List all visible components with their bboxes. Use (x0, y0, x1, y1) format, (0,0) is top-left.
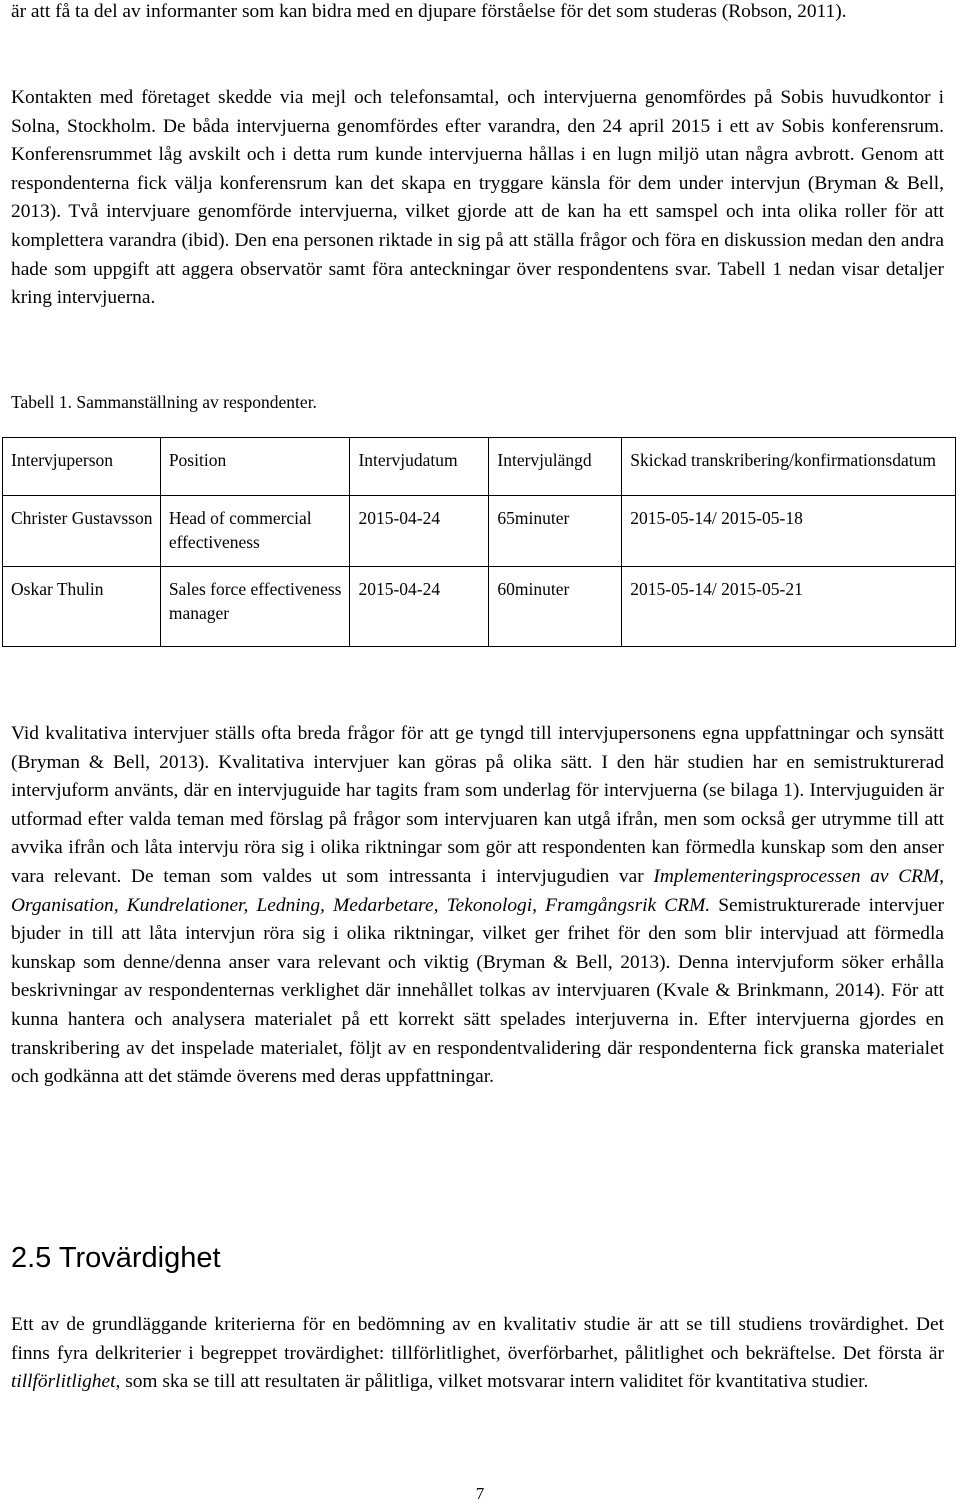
paragraph-text: Ett av de grundläggande kriterierna för en bedömning av en kvalitativ studie är att se till studiens trovärdighet. Det finns fyra delkriterier i begreppet trovärdighet: tillförlitlighet, överförbarhet, pålitlighet och bekräftelse. Det första är (11, 1314, 944, 1364)
paragraph-intro: är att få ta del av informanter som kan bidra med en djupare förståelse för det som studeras (Robson, 2011). (11, 1, 847, 22)
table-cell: Christer Gustavsson (3, 496, 161, 567)
respondents-table (2, 437, 956, 647)
paragraph-contact: Kontakten med företaget skedde via mejl och telefonsamtal, och intervjuerna genomfördes på Sobis huvudkontor i Solna, Stockholm. De båda intervjuerna genomfördes efter varandra, den 24 april 2015 i ett av Sobis konferensrum. Konferensrummet låg avskilt och i detta rum kunde intervjuerna hållas i en lugn miljö utan några avbrott. Genom att respondenterna fick välja konferensrum kan det skapa en tryggare känsla för dem under intervjun (Bryman & Bell, 2013). Två intervjuare genomförde intervjuerna, vilket gjorde att de kan ha ett samspel och inta olika roller för att komplettera varandra (ibid). Den ena personen riktade in sig på att ställa frågor och föra en diskussion medan den andra hade som uppgift att aggera observatör samt föra anteckningar över respondentens svar. Tabell 1 nedan visar detaljer kring intervjuerna. (11, 87, 944, 309)
table-header-row (3, 438, 956, 496)
table-cell: 60minuter (489, 567, 622, 647)
header-cell: Skickad transkribering/konfirmationsdatum (622, 438, 956, 496)
header-cell: Position (160, 438, 350, 496)
paragraph-trustworthiness (11, 1311, 944, 1397)
term-italic-text: tillförlitlighet (11, 1371, 116, 1393)
table-cell: Head of commercial effectiveness (160, 496, 350, 567)
header-cell: Intervjulängd (489, 438, 622, 496)
table-cell: 2015-04-24 (350, 567, 489, 647)
paragraph-text: Vid kvalitativa intervjuer ställs ofta breda frågor för att ge tyngd till intervjupersonens egna uppfattningar och synsätt (Bryman & Bell, 2013). Kvalitativa intervjuer kan göras på olika sätt. I den här studien har en semistrukturerad intervjuform använts, där en intervjuguide har tagits fram som underlag för intervjuerna (se bilaga 1). Intervjuguiden är utformad efter valda teman med förslag på frågor som intervjuaren kan utgå ifrån, men som också ger utrymme till att avvika ifrån och låta intervju röra sig i olika riktningar som gör att respondenten kan förmedla kunskap som den anser vara relevant. De teman som valdes ut som intressanta i intervjugudien var (11, 723, 944, 887)
section-heading: 2.5 Trovärdighet (11, 1242, 221, 1274)
paragraph-text: , som ska se till att resultaten är pålitliga, vilket motsvarar intern validitet för kvantitativa studier. (115, 1371, 869, 1393)
table-row (3, 496, 956, 567)
table-row (3, 567, 956, 647)
table-cell: Sales force effectiveness manager (160, 567, 350, 647)
paragraph-method (11, 720, 944, 1092)
table-cell: 2015-05-14/ 2015-05-21 (622, 567, 956, 647)
table-cell: 2015-05-14/ 2015-05-18 (622, 496, 956, 567)
header-cell: Intervjuperson (3, 438, 161, 496)
table-cell: 2015-04-24 (350, 496, 489, 567)
paragraph-text: Semistrukturerade intervjuer bjuder in till att låta intervjun röra sig i olika riktningar, vilket ger frihet för den som blir intervjuad att förmedla kunskap som denne/denna anser vara relevant och viktig (Bryman & Bell, 2013). Denna intervjuform söker erhålla beskrivningar av respondenternas verklighet där innehållet tolkas av intervjuaren (Kvale & Brinkmann, 2014). För att kunna hantera och analysera materialet på ett korrekt sätt spelades interjuverna in. Efter intervjuerna gjordes en transkribering av det inspelade materialet, följt av en respondentvalidering där respondenterna fick granska materialet och godkänna att det stämde överens med deras uppfattningar. (11, 894, 944, 1088)
themes-italic-text: Implementeringsprocessen av CRM, Organisation, Kundrelationer, Ledning, Medarbetare, Tekonologi, Framgångsrik CRM. (11, 865, 944, 916)
header-cell: Intervjudatum (350, 438, 489, 496)
table-caption: Tabell 1. Sammanställning av respondenter. (11, 392, 317, 412)
table-cell: 65minuter (489, 496, 622, 567)
table-cell: Oskar Thulin (3, 567, 161, 647)
page-number: 7 (475, 1484, 485, 1503)
